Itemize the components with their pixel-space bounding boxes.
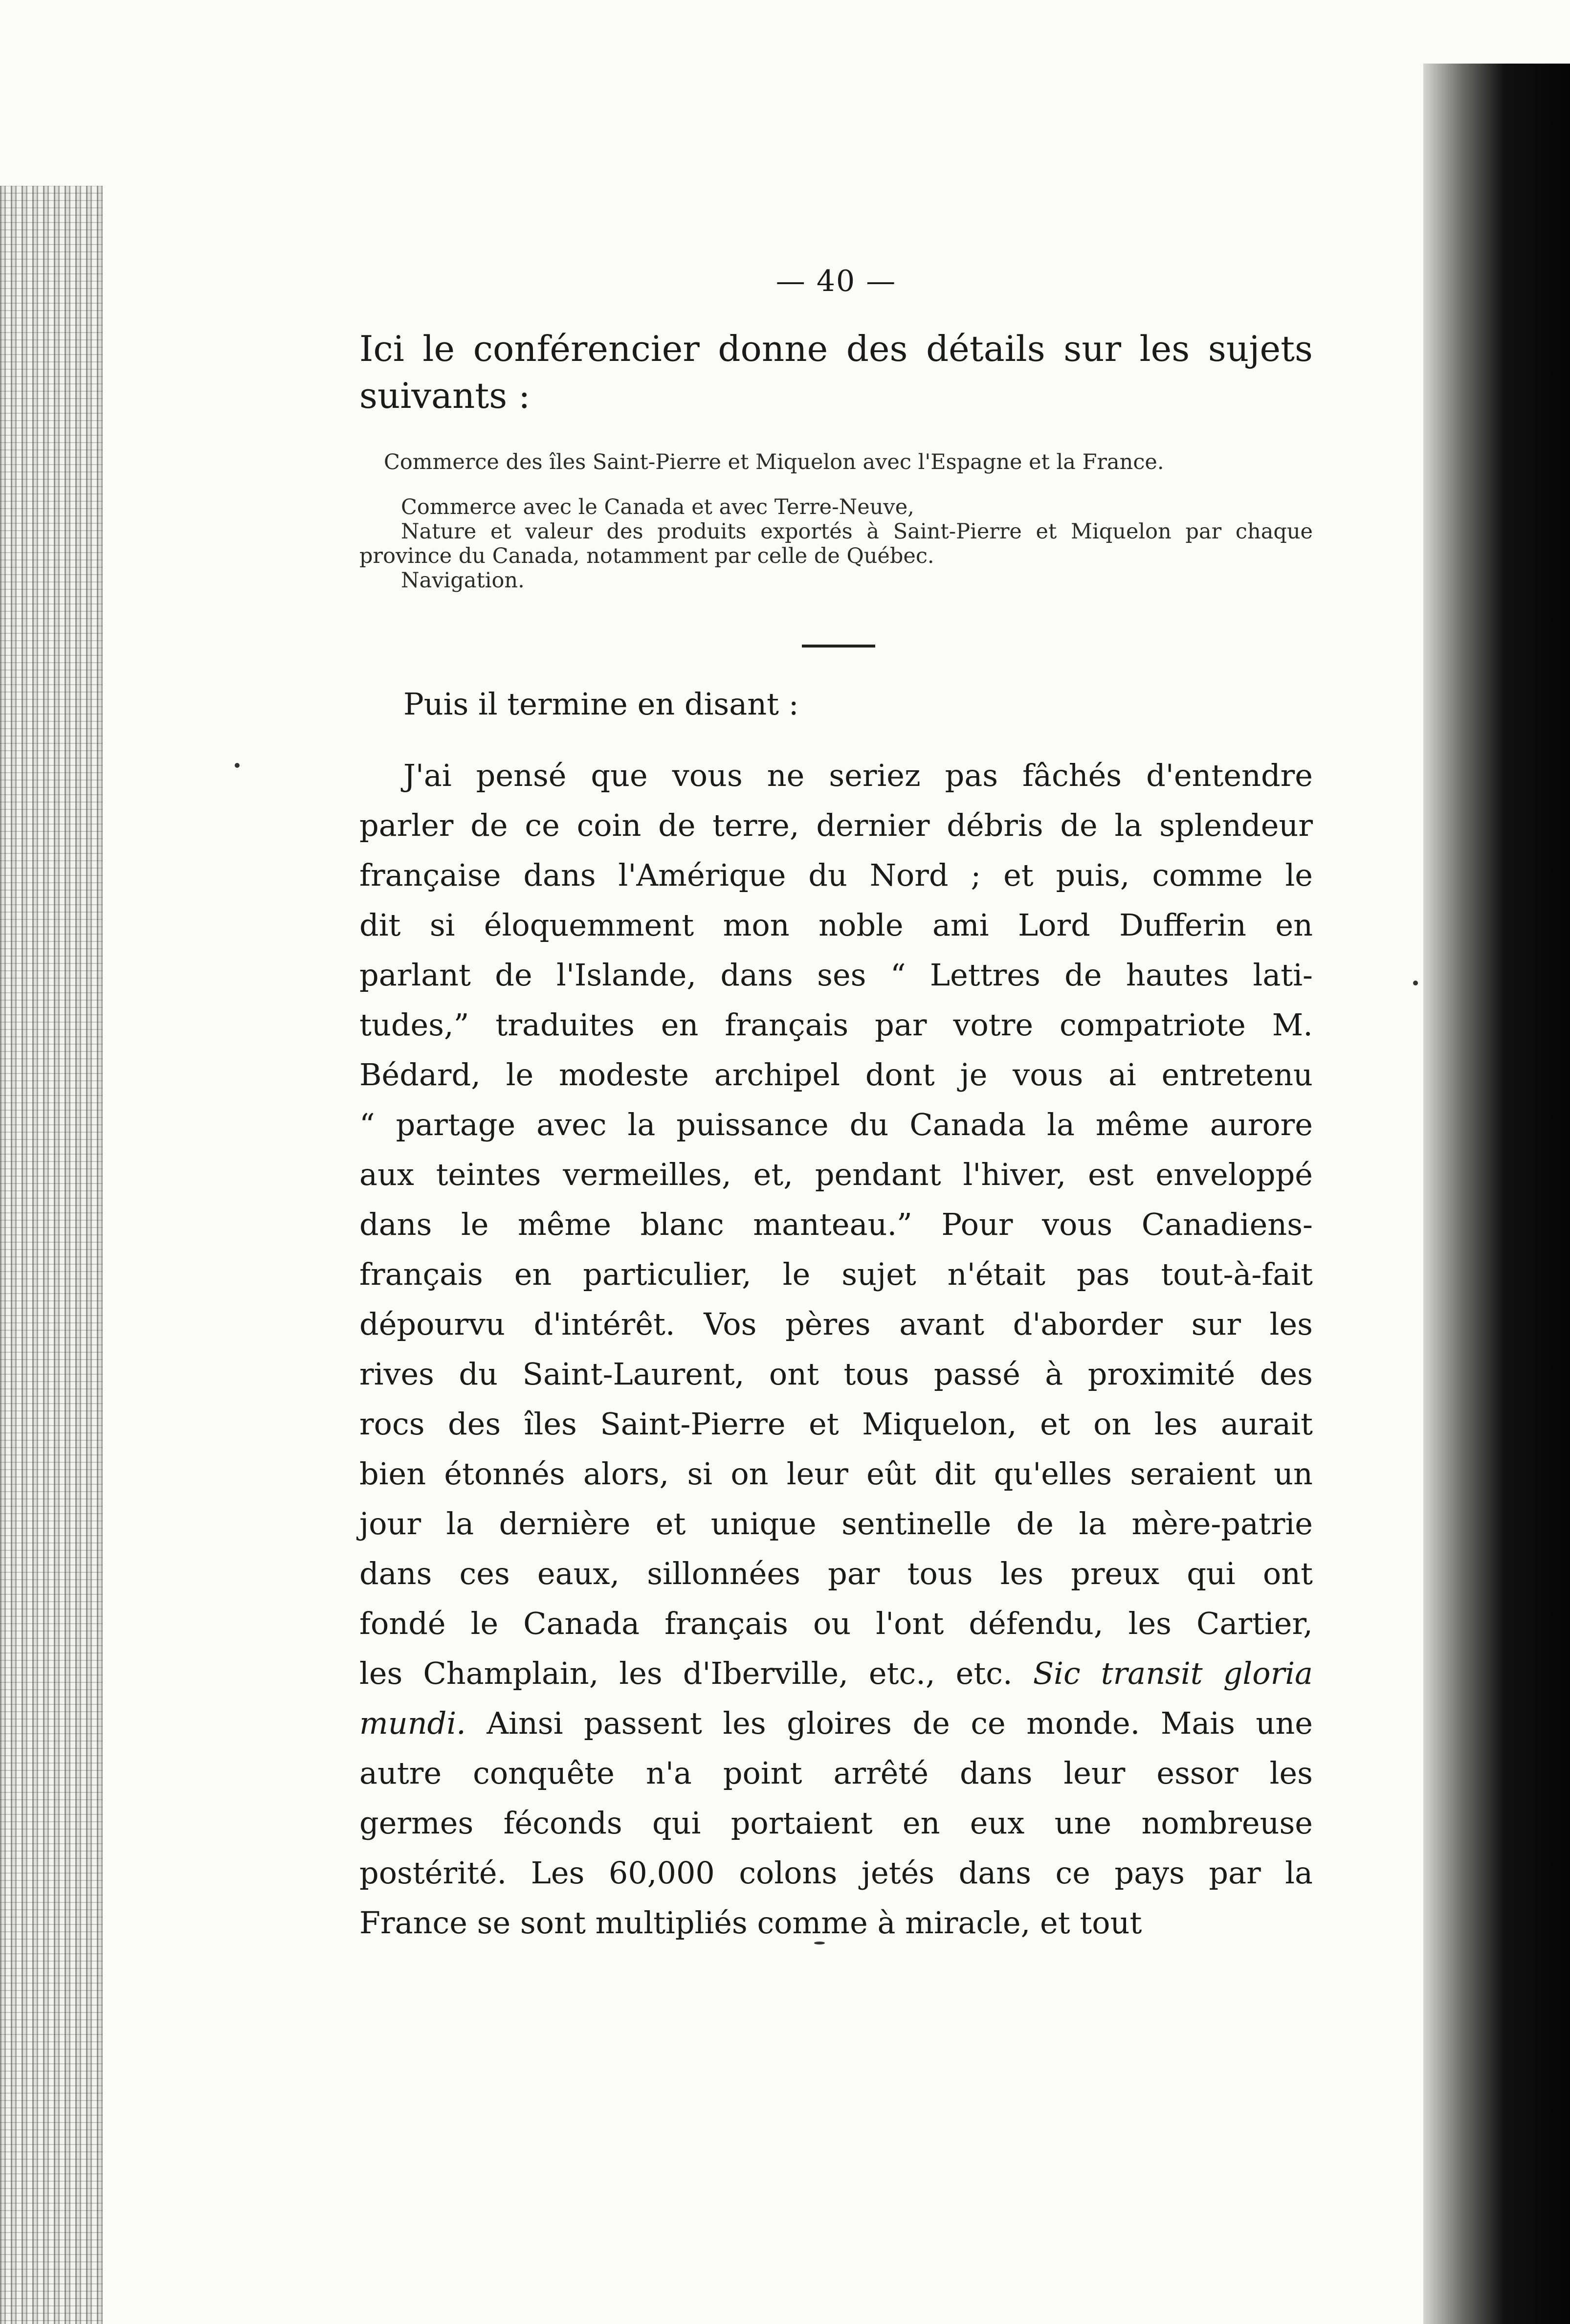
body-line: parler de ce coin de terre, dernier débris de la splendeur [359, 807, 1313, 843]
scan-speck [1413, 981, 1418, 985]
body-line: France se sont multipliés comme à miracle, et tout [359, 1905, 1142, 1941]
topics-list [359, 450, 1313, 593]
scan-speck [814, 1942, 825, 1944]
body-line: rives du Saint-Laurent, ont tous passé à proximité des [359, 1356, 1313, 1392]
body-line: dit si éloquemment mon noble ami Lord Dufferin en [359, 907, 1313, 943]
body-line-italic-start [359, 1649, 1313, 1698]
body-line: autre conquête n'a point arrêté dans leur essor les [359, 1755, 1313, 1791]
left-binding-shadow [0, 186, 103, 2324]
body-line: rocs des îles Saint-Pierre et Miquelon, et on les aurait [359, 1406, 1313, 1442]
body-line: fondé le Canada français ou l'ont défendu, les Cartier, [359, 1606, 1313, 1641]
topic-item: Commerce avec le Canada et avec Terre-Neuve, [401, 495, 914, 519]
topic-item: Nature et valeur des produits exportés à Saint-Pierre et Miquelon par chaque province du Canada, notamment par celle de Québec. [359, 519, 1313, 568]
body-line: dépourvu d'intérêt. Vos pères avant d'aborder sur les [359, 1306, 1313, 1342]
body-line: dans ces eaux, sillonnées par tous les preux qui ont [359, 1556, 1313, 1591]
body-line-italic-end [359, 1698, 1313, 1748]
body-line: J'ai pensé que vous ne seriez pas fâchés d'entendre [403, 758, 1313, 793]
body-line: aux teintes vermeilles, et, pendant l'hiver, est enveloppé [359, 1157, 1313, 1192]
body-line: “ partage avec la puissance du Canada la même aurore [359, 1107, 1313, 1142]
body-line: bien étonnés alors, si on leur eût dit qu'elles seraient un [359, 1456, 1313, 1492]
body-line: postérité. Les 60,000 colons jetés dans ce pays par la [359, 1855, 1313, 1891]
latin-phrase: Sic transit gloria [1033, 1655, 1313, 1691]
scan-speck [235, 763, 240, 768]
body-line: français en particulier, le sujet n'était pas tout-à-fait [359, 1256, 1313, 1292]
topic-item: Navigation. [401, 568, 525, 593]
intro-paragraph: Ici le conférencier donne des détails sur les sujets suivants : [359, 328, 1313, 416]
body-text-run: Ainsi passent les gloires de ce monde. Mais une [465, 1705, 1313, 1741]
latin-phrase: mundi. [359, 1705, 466, 1741]
body-line: française dans l'Amérique du Nord ; et puis, comme le [359, 857, 1313, 893]
body-paragraph [359, 751, 1313, 1948]
right-binding-shadow [1423, 64, 1570, 2324]
lead-line: Puis il termine en disant : [403, 686, 799, 722]
page-number: — 40 — [775, 264, 897, 298]
body-line: parlant de l'Islande, dans ses “ Lettres de hautes lati- [359, 957, 1313, 993]
body-text-run: les Champlain, les d'Iberville, etc., etc. [359, 1655, 1033, 1691]
body-line: tudes,” traduites en français par votre compatriote M. [359, 1007, 1313, 1043]
body-line: jour la dernière et unique sentinelle de la mère-patrie [359, 1506, 1313, 1542]
topic-item: Commerce des îles Saint-Pierre et Miquelon avec l'Espagne et la France. [384, 450, 1164, 474]
body-line: Bédard, le modeste archipel dont je vous ai entretenu [359, 1057, 1313, 1093]
body-line: germes féconds qui portaient en eux une nombreuse [359, 1805, 1313, 1841]
body-line: dans le même blanc manteau.” Pour vous Canadiens- [359, 1207, 1313, 1242]
section-divider [802, 645, 875, 648]
